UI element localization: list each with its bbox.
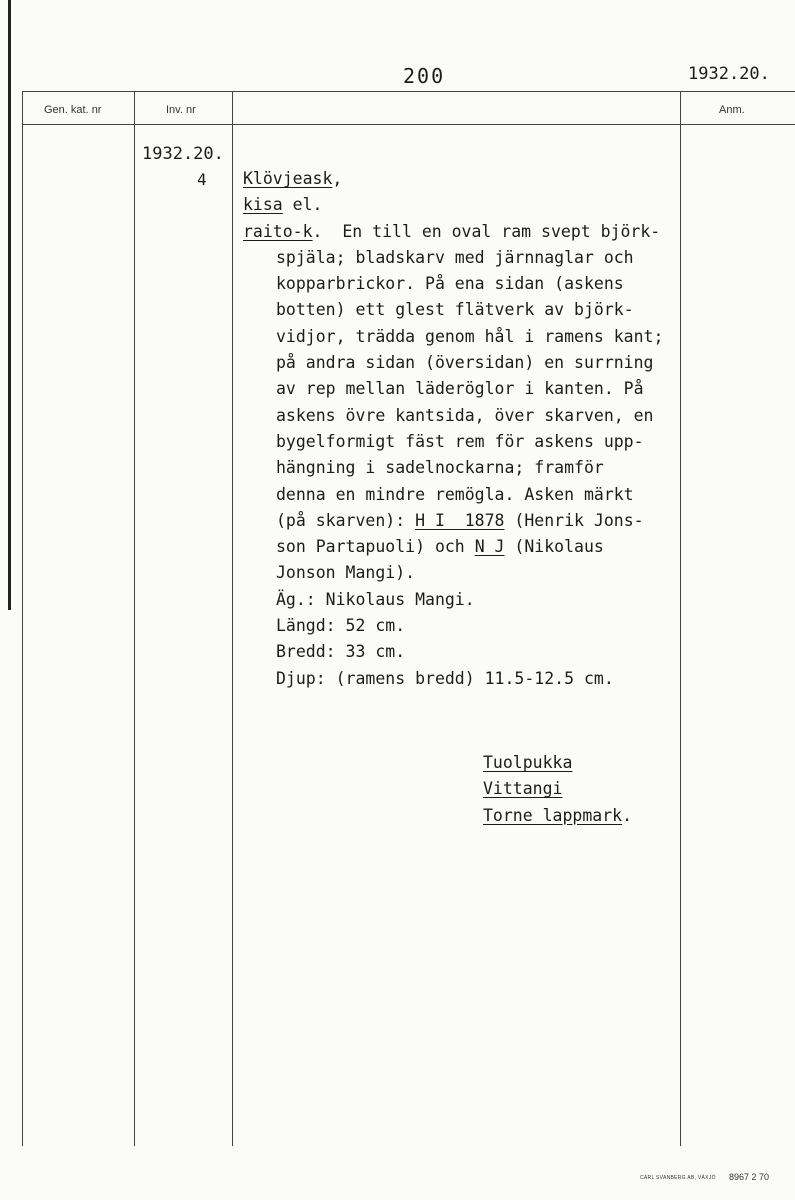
description-line: spjäla; bladskarv med järnnaglar och [276, 247, 634, 267]
location-region: Torne lappmark. [483, 805, 633, 825]
description-line: vidjor, trädda genom hål i ramens kant; [276, 326, 664, 346]
maker-mark-2: N J [474, 537, 505, 557]
description-line: av rep mellan läderöglor i kanten. På [276, 379, 644, 399]
length-line: Längd: 52 cm. [276, 616, 406, 636]
depth-line: Djup: (ramens bredd) 11.5-12.5 cm. [276, 668, 614, 688]
location-village: Vittangi [483, 779, 563, 799]
location-place: Tuolpukka [483, 753, 573, 772]
description-line: denna en mindre remögla. Asken märkt [276, 484, 634, 504]
object-description [243, 166, 663, 692]
maker-mark-1: H I 1878 [415, 510, 505, 530]
description-line: botten) ett glest flätverk av björk- [276, 300, 634, 320]
column-header-gen-kat-nr: Gen. kat. nr [44, 104, 102, 116]
name-line-1: Klövjeask, [243, 169, 343, 188]
marking-line-3: Jonson Mangi). [276, 563, 416, 583]
binding-margin-line [8, 0, 11, 610]
owner-line: Äg.: Nikolaus Mangi. [276, 589, 475, 609]
description-line: bygelformigt fäst rem för askens upp- [276, 431, 644, 451]
provenance-block [483, 750, 632, 829]
catalog-number-heading: 1932.20. [688, 64, 770, 84]
description-line: kopparbrickor. På ena sidan (askens [276, 274, 624, 294]
inventory-number: 1932.20. [142, 144, 224, 164]
form-number: 8967 2 70 [729, 1172, 770, 1182]
description-line: på andra sidan (översidan) en surrning [276, 353, 654, 373]
marking-line-1: (på skarven): H I 1878 (Henrik Jons- [276, 510, 644, 530]
object-name-alt-1: kisa [243, 195, 283, 215]
object-name-alt-2: raito-k [243, 221, 313, 241]
description-line: askens övre kantsida, över skarven, en [276, 405, 654, 425]
name-line-3: raito-k. En till en oval ram svept björk- [243, 221, 661, 241]
inventory-subnumber: 4 [197, 170, 207, 189]
marking-line-2: son Partapuoli) och N J (Nikolaus [276, 537, 604, 557]
column-divider-desc-anm [680, 91, 681, 1146]
column-header-inv-nr: Inv. nr [166, 104, 196, 116]
page-number: 200 [403, 64, 446, 88]
printer-imprint: CARL SVANBERG AB, VÄXJÖ [640, 1175, 716, 1181]
column-header-anm: Anm. [719, 104, 745, 116]
object-name-primary: Klövjeask [243, 169, 333, 188]
column-divider-gen-inv [134, 91, 135, 1146]
description-line: hängning i sadelnockarna; framför [276, 458, 604, 478]
table-left-border [22, 91, 23, 1146]
width-line: Bredd: 33 cm. [276, 642, 406, 662]
name-line-2: kisa el. [243, 195, 323, 215]
column-divider-inv-desc [232, 91, 233, 1146]
